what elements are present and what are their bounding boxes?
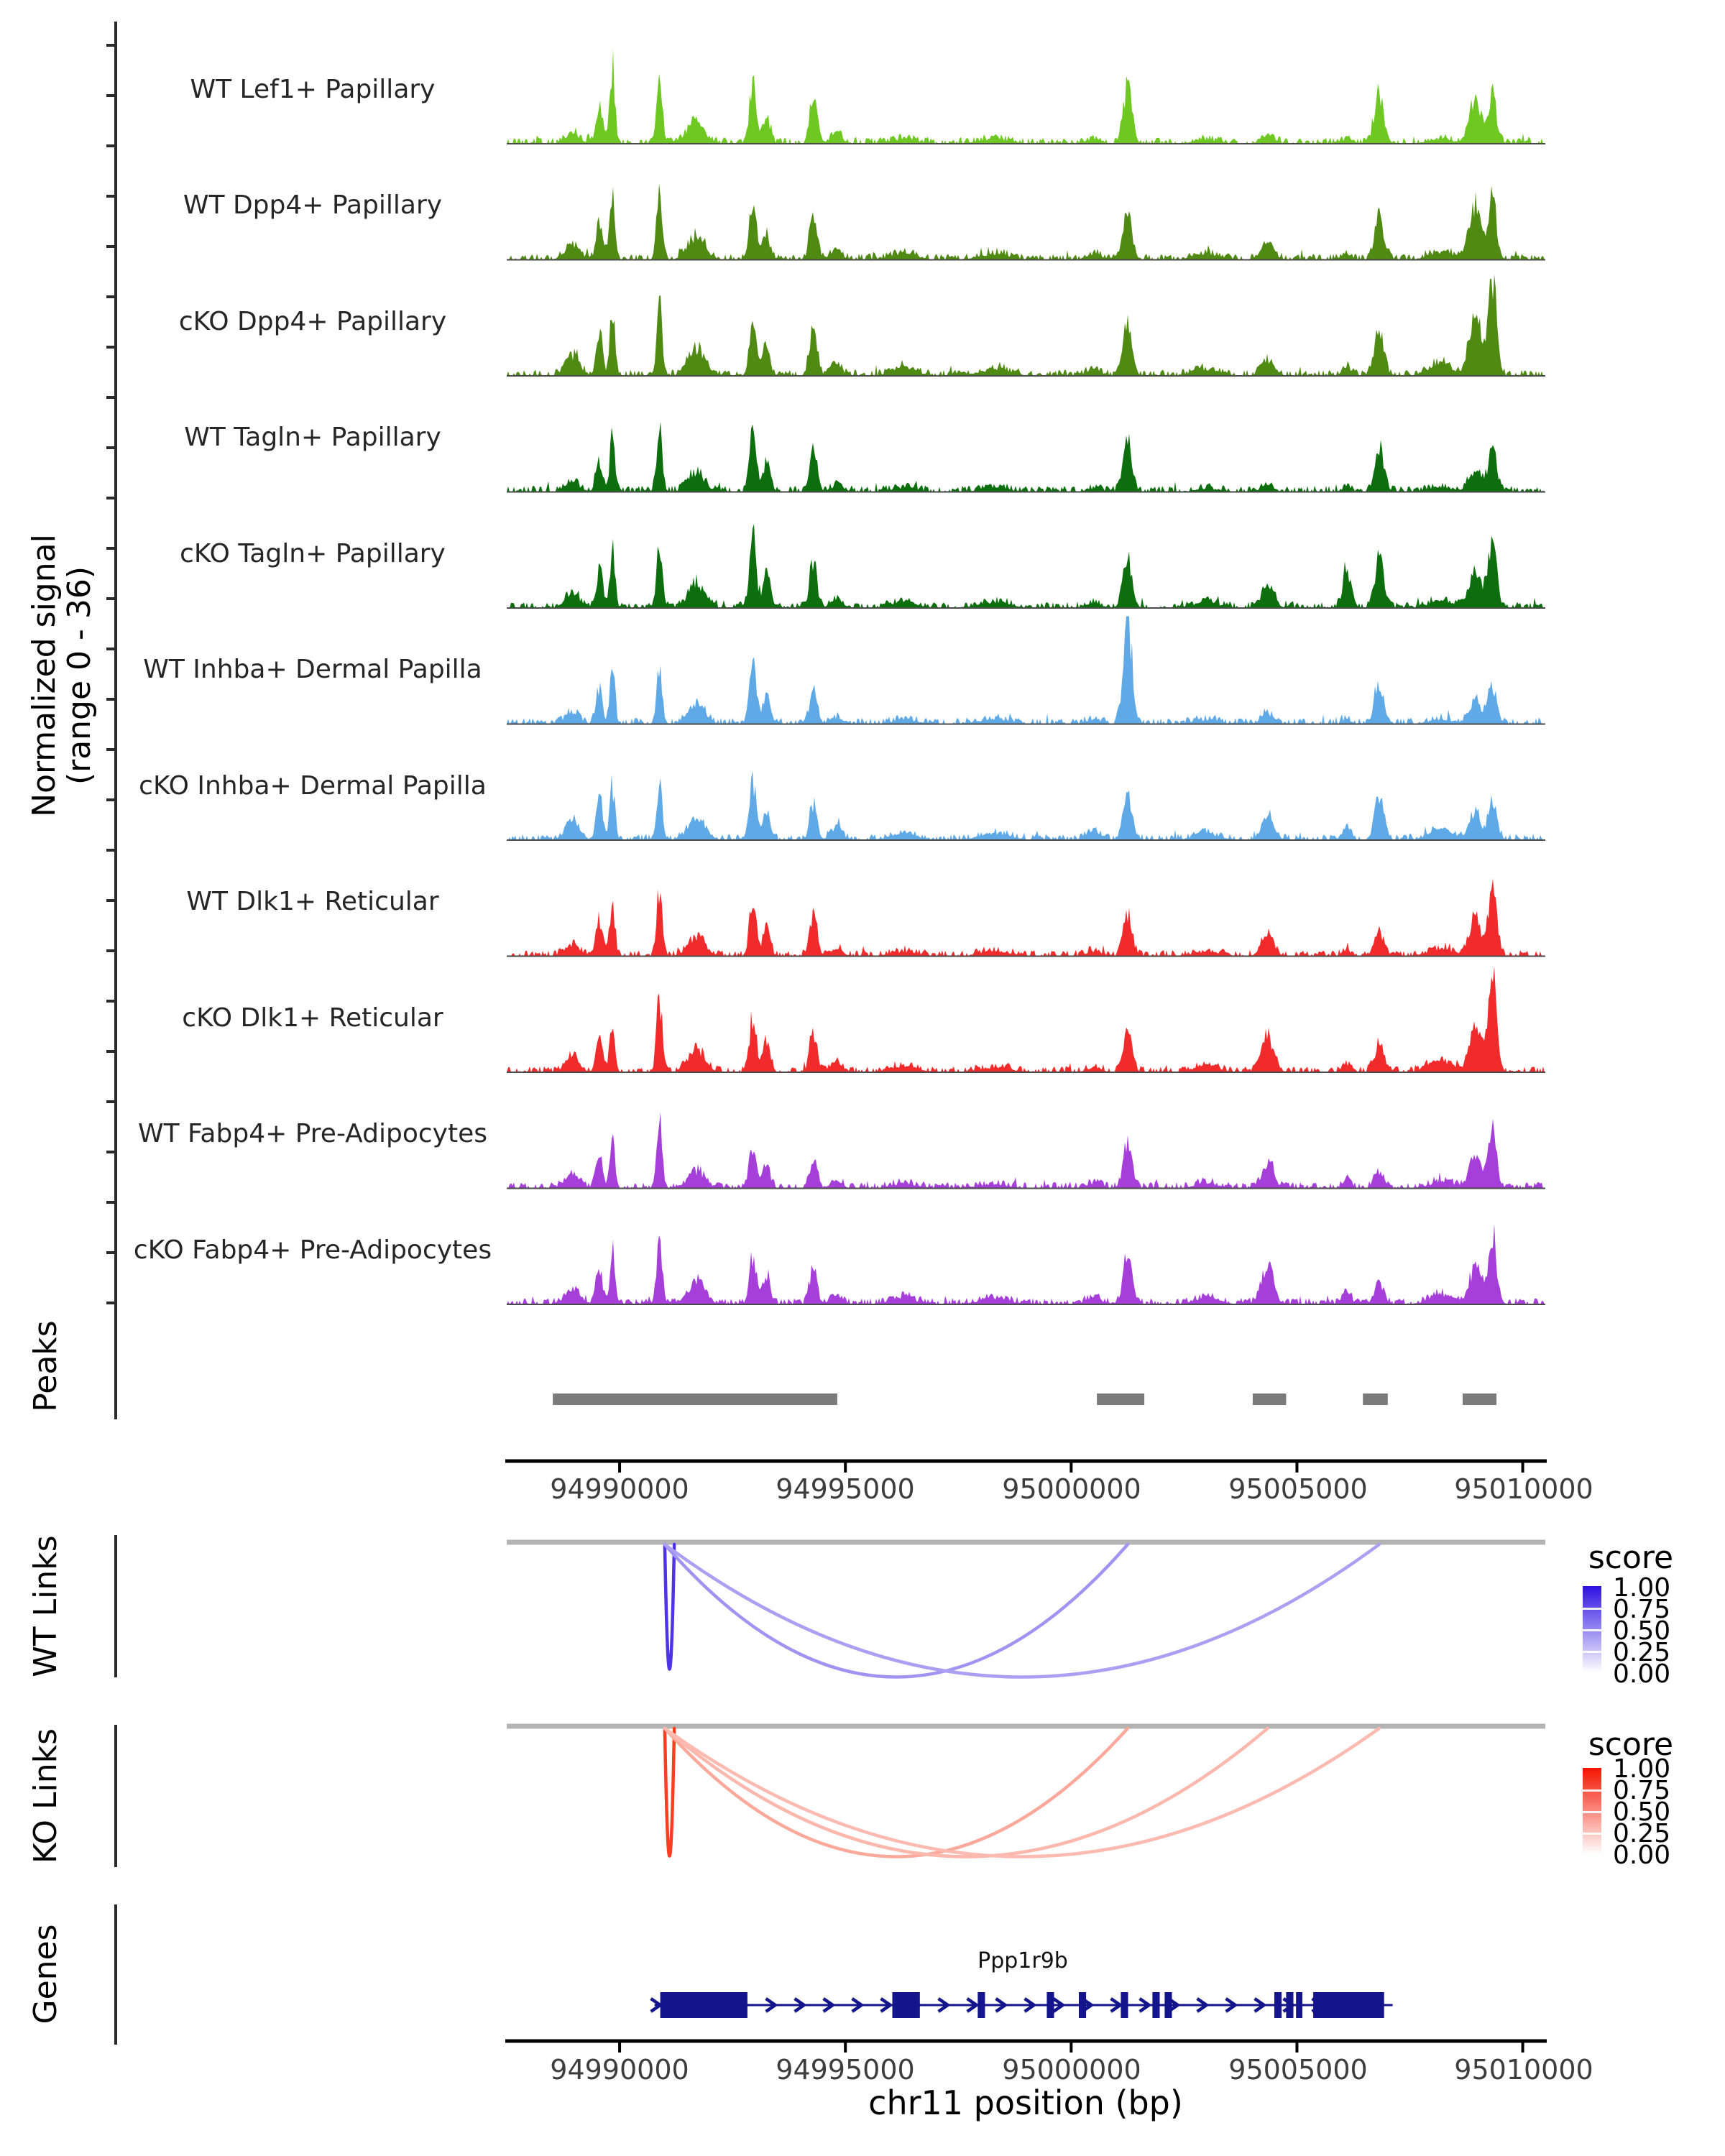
peak-interval-2: [1253, 1393, 1287, 1405]
gene-exon-11: [1313, 1992, 1384, 2018]
gradient-notch: [1583, 1651, 1601, 1653]
track-label-wt-tagln: WT Tagln+ Papillary: [184, 423, 441, 452]
track-label-cko-fabp4: cKO Fabp4+ Pre-Adipocytes: [133, 1235, 492, 1265]
gene-exon-2: [978, 1992, 985, 2018]
wt-link-arc-2: [665, 1544, 1379, 1677]
peak-interval-4: [1463, 1393, 1496, 1405]
wt-score-gradient-bar: [1583, 1586, 1601, 1672]
wt-score-legend-title: score: [1588, 1539, 1674, 1576]
peak-interval-0: [553, 1393, 837, 1405]
ko-link-arc-1: [665, 1728, 1128, 1857]
ko-legend-tick-100: 1.00: [1613, 1754, 1671, 1784]
wt-legend-tick-025: 0.25: [1613, 1638, 1671, 1667]
y-axis-title-line2: (range 0 - 36): [61, 566, 98, 786]
axis1-tick-95010000: 95010000: [1454, 1473, 1593, 1505]
gene-exon-5: [1121, 1992, 1128, 2018]
signal-track-area-9: [507, 1112, 1545, 1189]
wt-legend-tick-075: 0.75: [1613, 1595, 1671, 1624]
track-label-cko-inhba: cKO Inhba+ Dermal Papilla: [139, 771, 487, 801]
axis2-tick-94995000: 94995000: [776, 2054, 915, 2086]
peaks-section-label: Peaks: [27, 1320, 64, 1412]
track-label-wt-fabp4: WT Fabp4+ Pre-Adipocytes: [138, 1119, 487, 1148]
axis2-tick-94990000: 94990000: [550, 2054, 689, 2086]
wt-link-arc-0: [665, 1544, 674, 1669]
gene-exon-3: [1046, 1992, 1054, 2018]
track-label-wt-lef1: WT Lef1+ Papillary: [190, 75, 436, 104]
gene-exon-8: [1274, 1992, 1282, 2018]
ko-legend-tick-075: 0.75: [1613, 1776, 1671, 1805]
signal-track-area-3: [507, 422, 1545, 492]
axis1-tick-95005000: 95005000: [1228, 1473, 1368, 1505]
gene-name-label: Ppp1r9b: [978, 1948, 1068, 1973]
genes-section-label: Genes: [27, 1924, 64, 2024]
signal-track-area-1: [507, 183, 1545, 259]
wt-legend-tick-000: 0.00: [1613, 1659, 1671, 1689]
ko-legend-tick-025: 0.25: [1613, 1819, 1671, 1848]
signal-track-area-4: [507, 524, 1545, 608]
ko-legend-tick-050: 0.50: [1613, 1797, 1671, 1827]
signal-track-area-5: [507, 617, 1545, 724]
ko-link-arc-3: [665, 1728, 1379, 1857]
signal-track-area-8: [507, 966, 1545, 1072]
wt-score-legend: [1574, 1538, 1725, 1703]
gradient-notch: [1583, 1629, 1601, 1631]
ko-links-section-label: KO Links: [27, 1728, 64, 1864]
x-axis-title: chr11 position (bp): [868, 2083, 1183, 2122]
signal-track-area-7: [507, 879, 1545, 957]
track-label-wt-inhba: WT Inhba+ Dermal Papilla: [143, 655, 482, 684]
track-label-cko-dlk1: cKO Dlk1+ Reticular: [182, 1003, 443, 1033]
ko-legend-tick-000: 0.00: [1613, 1841, 1671, 1870]
wt-legend-tick-050: 0.50: [1613, 1616, 1671, 1646]
signal-track-area-6: [507, 770, 1545, 840]
track-label-wt-dpp4: WT Dpp4+ Papillary: [183, 190, 443, 220]
gene-exon-0: [661, 1992, 748, 2018]
axis1-tick-94990000: 94990000: [550, 1473, 689, 1505]
track-label-cko-dpp4: cKO Dpp4+ Papillary: [178, 307, 447, 336]
axis2-tick-95000000: 95000000: [1002, 2054, 1141, 2086]
gene-exon-7: [1164, 1992, 1172, 2018]
ko-score-gradient-bar: [1583, 1768, 1601, 1854]
gradient-notch: [1583, 1811, 1601, 1813]
wt-legend-tick-100: 1.00: [1613, 1573, 1671, 1603]
peak-interval-1: [1097, 1393, 1144, 1405]
y-axis-title-line1: Normalized signal: [26, 534, 63, 817]
gradient-notch: [1583, 1833, 1601, 1835]
axis2-tick-95005000: 95005000: [1228, 2054, 1368, 2086]
track-label-wt-dlk1: WT Dlk1+ Reticular: [186, 887, 439, 916]
ko-score-legend-title: score: [1588, 1726, 1674, 1763]
signal-track-area-0: [507, 49, 1545, 144]
track-label-cko-tagln: cKO Tagln+ Papillary: [180, 539, 446, 568]
wt-link-arc-1: [665, 1544, 1128, 1677]
wt-links-section-label: WT Links: [27, 1535, 64, 1677]
gene-exon-9: [1286, 1992, 1293, 2018]
ko-link-arc-2: [665, 1728, 1268, 1857]
axis1-tick-95000000: 95000000: [1002, 1473, 1141, 1505]
gene-exon-6: [1152, 1992, 1159, 2018]
axis2-tick-95010000: 95010000: [1454, 2054, 1593, 2086]
ko-score-legend: [1574, 1725, 1725, 1890]
gene-exon-10: [1296, 1992, 1302, 2018]
signal-track-area-2: [507, 275, 1545, 376]
gradient-notch: [1583, 1789, 1601, 1792]
axis1-tick-94995000: 94995000: [776, 1473, 915, 1505]
gene-exon-4: [1079, 1992, 1086, 2018]
peak-interval-3: [1363, 1393, 1388, 1405]
ko-link-arc-0: [665, 1728, 674, 1856]
gradient-notch: [1583, 1608, 1601, 1610]
gene-exon-1: [893, 1992, 920, 2018]
signal-track-area-10: [507, 1224, 1545, 1304]
